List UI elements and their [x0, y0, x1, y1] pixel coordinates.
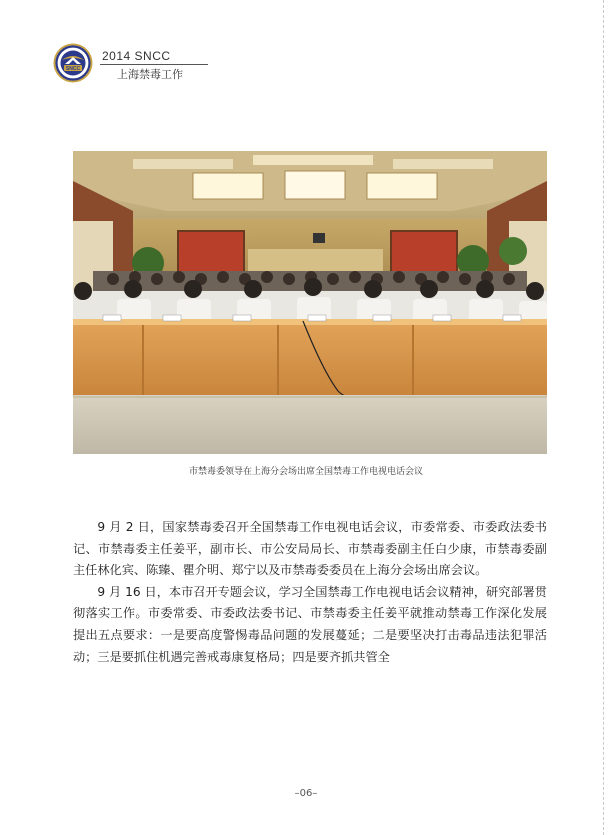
page-edge-dashed-line — [603, 0, 604, 835]
header-year-title: 2014 SNCC — [102, 49, 171, 63]
svg-text:SNCC: SNCC — [65, 66, 81, 72]
header-subtitle: 上海禁毒工作 — [117, 68, 183, 81]
conference-photo — [73, 151, 547, 454]
article-body — [73, 517, 547, 668]
sncc-emblem-icon — [53, 43, 93, 83]
paragraph: 9 月 16 日，本市召开专题会议，学习全国禁毒工作电视电话会议精神，研究部署贯彻落实工作。市委常委、市委政法委书记、市禁毒委主任姜平就推动禁毒工作深化发展提出五点要求：一是要高度警惕毒品问题的发展蔓延；二是要坚决打击毒品违法犯罪活动；三是要抓住机遇完善戒毒康复格局；四是要齐抓共管全 — [73, 584, 547, 664]
paragraph: 9 月 2 日，国家禁毒委召开全国禁毒工作电视电话会议，市委常委、市委政法委书记、市禁毒委主任姜平，副市长、市公安局局长、市禁毒委副主任白少康，市禁毒委副主任林化宾、陈臻、瞿介明、郑宁以及市禁毒委委员在上海分会场出席会议。 — [73, 520, 547, 578]
header-divider — [100, 64, 208, 65]
photo-caption: 市禁毒委领导在上海分会场出席全国禁毒工作电视电话会议 — [188, 467, 423, 477]
page-number: –06– — [294, 788, 318, 799]
